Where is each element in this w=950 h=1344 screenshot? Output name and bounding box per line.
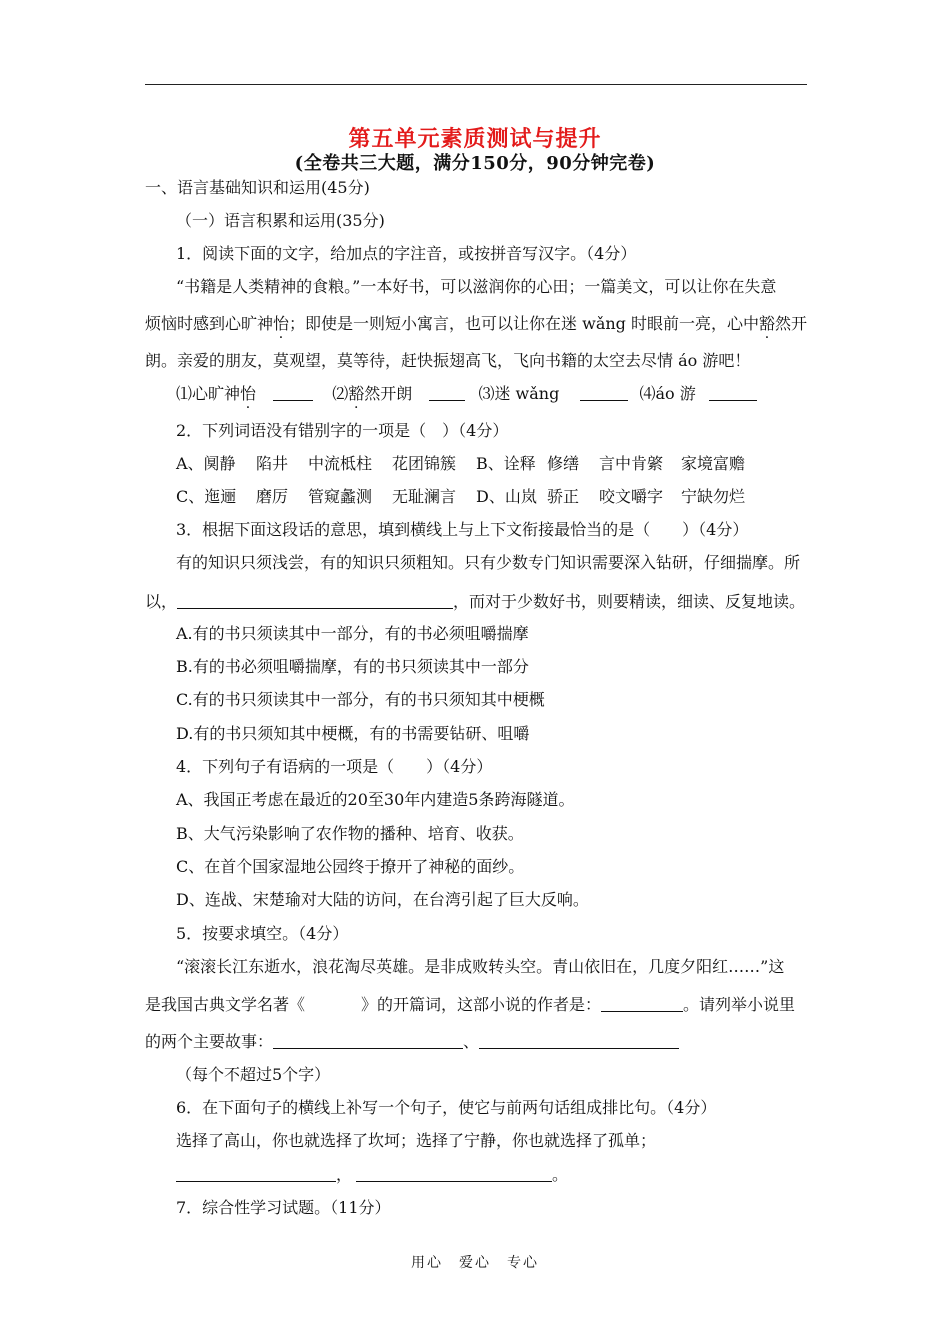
dotted-char: 怡 bbox=[273, 314, 290, 333]
q3-paragraph-line-2: 以， ，而对于少数好书，则要精读，细读、反复地读。 bbox=[145, 592, 806, 611]
q1-paragraph-line-3: 朗。亲爱的朋友，莫观望，莫等待，赶快振翅高飞，飞向书籍的太空去尽情 áo 游吧！ bbox=[145, 351, 751, 370]
q5-paragraph-line-3: 的两个主要故事： 、 bbox=[145, 1032, 679, 1052]
q3-option-a: A.有的书只须读其中一部分，有的书必须咀嚼揣摩 bbox=[176, 624, 529, 643]
subsection-heading: （一）语言积累和运用(35分) bbox=[176, 211, 385, 230]
q3-option-d: D.有的书只须知其中梗概，有的书需要钻研、咀嚼 bbox=[176, 724, 530, 743]
q3-stem: 3．根据下面这段话的意思，填到横线上与上下文衔接最恰当的是（ ）（4分） bbox=[176, 520, 749, 539]
q2-stem: 2．下列词语没有错别字的一项是（ ）（4分） bbox=[176, 421, 509, 440]
answer-blank[interactable] bbox=[273, 1032, 463, 1049]
q5-paragraph-line-2: 是我国古典文学名著《 》的开篇词，这部小说的作者是： 。请列举小说里 bbox=[145, 995, 796, 1014]
q5-note: （每个不超过5个字） bbox=[176, 1065, 331, 1084]
answer-blank[interactable] bbox=[709, 384, 757, 401]
q4-option-d: D、连战、宋楚瑜对大陆的访问，在台湾引起了巨大反响。 bbox=[176, 890, 589, 909]
page-title: 第五单元素质测试与提升 bbox=[348, 126, 602, 152]
q5-stem: 5．按要求填空。（4分） bbox=[176, 924, 349, 943]
q6-answer-line: ， 。 bbox=[176, 1165, 568, 1185]
q4-option-b: B、大气污染影响了农作物的播种、培育、收获。 bbox=[176, 824, 524, 843]
answer-blank[interactable] bbox=[356, 1165, 552, 1182]
page-footer: 用心 爱心 专心 bbox=[411, 1255, 539, 1271]
header-rule bbox=[145, 84, 807, 85]
dotted-char: 豁 bbox=[759, 314, 776, 333]
q2-options-row-1: A、阒静 陷井 中流柢柱 花团锦簇 B、诠释 修缮 言中肯綮 家境富赡 bbox=[176, 454, 746, 473]
q3-paragraph-line-1: 有的知识只须浅尝，有的知识只须粗知。只有少数专门知识需要深入钻研，仔细揣摩。所 bbox=[176, 553, 801, 572]
q6-stem: 6．在下面句子的横线上补写一个句子，使它与前两句话组成排比句。（4分） bbox=[176, 1098, 717, 1117]
q4-stem: 4．下列句子有语病的一项是（ ）（4分） bbox=[176, 757, 493, 776]
q1-answer-row: ⑴心旷神怡 ⑵豁然开朗 ⑶迷 wǎng ⑷áo 游 bbox=[176, 384, 757, 404]
q4-option-c: C、在首个国家湿地公园终于撩开了神秘的面纱。 bbox=[176, 857, 525, 876]
section-heading: 一、语言基础知识和运用(45分) bbox=[145, 178, 370, 197]
answer-blank[interactable] bbox=[479, 1032, 679, 1049]
answer-blank[interactable] bbox=[176, 1165, 336, 1182]
answer-blank[interactable] bbox=[601, 995, 683, 1012]
q6-paragraph-line-1: 选择了高山，你也就选择了坎坷；选择了宁静，你也就选择了孤单； bbox=[176, 1131, 657, 1150]
q4-option-a: A、我国正考虑在最近的20至30年内建造5条跨海隧道。 bbox=[176, 790, 575, 809]
q1-paragraph-line-2: 烦恼时感到心旷神怡；即使是一则短小寓言，也可以让你在迷 wǎng 时眼前一亮，心中豁然开 bbox=[145, 314, 808, 333]
q3-option-b: B.有的书必须咀嚼揣摩，有的书只须读其中一部分 bbox=[176, 657, 529, 676]
q2-options-row-2: C、迤逦 磨厉 管窥蠡测 无耻澜言 D、山岚 骄正 咬文嚼字 宁缺勿烂 bbox=[176, 487, 746, 506]
answer-blank[interactable] bbox=[580, 384, 628, 401]
answer-blank[interactable] bbox=[429, 384, 465, 401]
answer-blank[interactable] bbox=[273, 384, 313, 401]
q7-stem: 7．综合性学习试题。（11分） bbox=[176, 1198, 391, 1217]
q3-option-c: C.有的书只须读其中一部分，有的书只须知其中梗概 bbox=[176, 690, 545, 709]
page-subtitle: (全卷共三大题，满分150分，90分钟完卷) bbox=[294, 153, 656, 174]
q1-paragraph-line-1: “书籍是人类精神的食粮。”一本好书，可以滋润你的心田；一篇美文，可以让你在失意 bbox=[176, 277, 777, 296]
q5-paragraph-line-1: “滚滚长江东逝水，浪花淘尽英雄。是非成败转头空。青山依旧在，几度夕阳红……”这 bbox=[176, 957, 785, 976]
q1-stem: 1．阅读下面的文字，给加点的字注音，或按拼音写汉字。（4分） bbox=[176, 244, 637, 263]
answer-blank[interactable] bbox=[177, 592, 453, 609]
